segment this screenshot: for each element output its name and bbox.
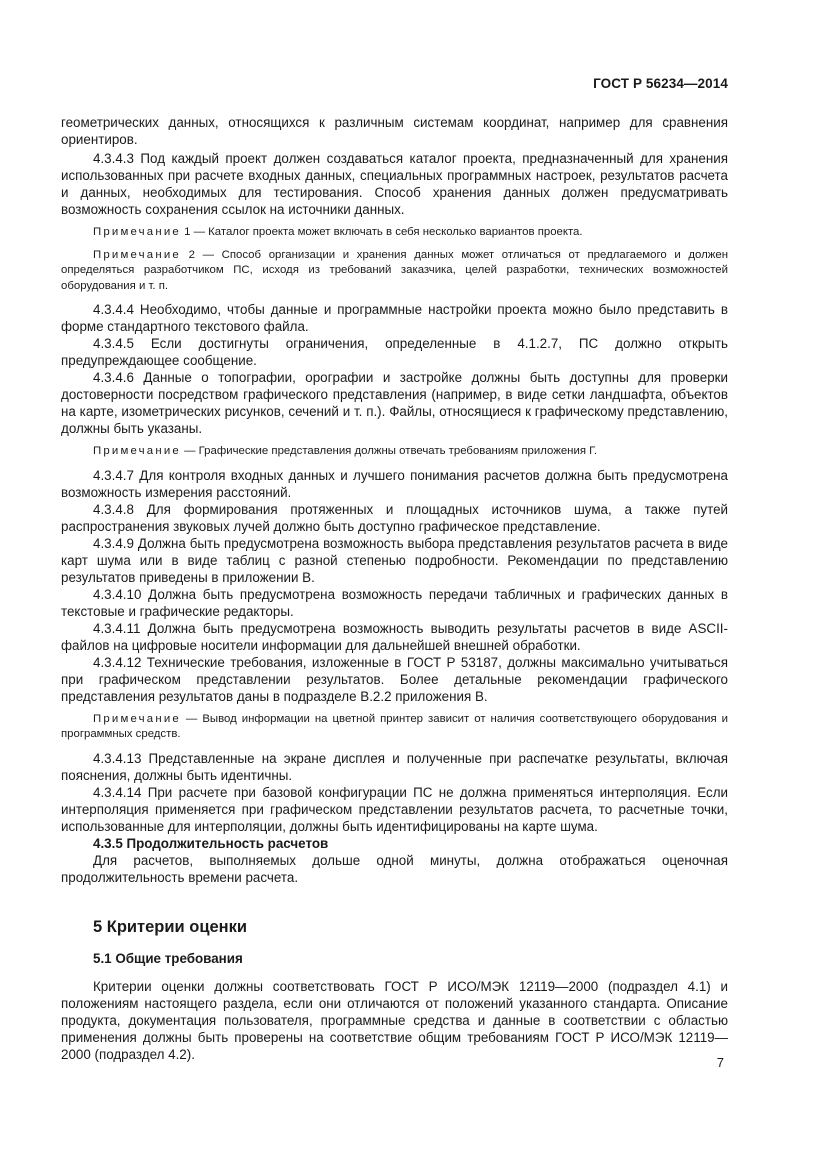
document-body (61, 114, 728, 1063)
paragraph-4-3-4-11: 4.3.4.11 Должна быть предусмотрена возможность выводить результаты расчетов в виде ASCII-файлов на цифровые носители информации для дальнейшей внешней обработки. (61, 620, 728, 653)
document-id: ГОСТ Р 56234—2014 (593, 76, 728, 91)
paragraph-4-3-4-5: 4.3.4.5 Если достигнуты ограничения, определенные в 4.1.2.7, ПС должно открыть предупреждающее сообщение. (61, 336, 728, 368)
paragraph-4-3-4-3: 4.3.4.3 Под каждый проект должен создаваться каталог проекта, предназначенный для хранения использованных при расчете входных данных, специальных программных настроек, результатов расчета и данных, необходимых для тестирования. Способ хранения данных должен предусматривать возможность сохранения ссылок на источники данных. (61, 151, 728, 217)
paragraph-4-3-4-10: 4.3.4.10 Должна быть предусмотрена возможность передачи табличных и графических данных в текстовые и графические редакторы. (61, 586, 728, 619)
note-1 (61, 225, 728, 241)
page-number: 7 (716, 1055, 724, 1070)
paragraph-4-3-4-9: 4.3.4.9 Должна быть предусмотрена возможность выбора представления результатов расчета в виде карт шума или в виде таблиц с разной степенью подробности. Рекомендации по представлению результатов приведены в приложении В. (61, 535, 728, 585)
note-text: — Графические представления должны отвечать требованиям приложения Г. (180, 445, 598, 457)
heading-4-3-5: 4.3.5 Продолжительность расчетов (93, 835, 329, 851)
note-text: 2 — Способ организации и хранения данных может отличаться от предлагаемого и должен определяться разработчиком ПС, исходя из требований заказчика, целей разработки, технических возможностей оборудования и т. п. (61, 248, 728, 292)
paragraph-4-3-4-6: 4.3.4.6 Данные о топографии, орографии и застройке должны быть доступны для проверки достоверности посредством графического представления (например, в виде сетки ландшафта, объектов на карте, изометрических рисунков, сечений и т. п.). Файлы, относящиеся к графическому представлению, должны быть указаны. (61, 370, 728, 436)
paragraph-4-3-4-12: 4.3.4.12 Технические требования, изложенные в ГОСТ Р 53187, должны максимально учитываться при графическом представлении результатов. Более детальные рекомендации графического представления результатов даны в подразделе В.2.2 приложения В. (61, 654, 728, 704)
paragraph-5-1: Критерии оценки должны соответствовать ГОСТ Р ИСО/МЭК 12119—2000 (подраздел 4.1) и положениям настоящего раздела, если они отличаются от положений указанного стандарта. Описание продукта, документация пользователя, программные средства и данные в соответствии с областью применения должны быть проверены на соответствие общим требованиям ГОСТ Р ИСО/МЭК 12119—2000 (подраздел 4.2). (61, 978, 728, 1062)
paragraph-4-3-4-8: 4.3.4.8 Для формирования протяженных и площадных источников шума, а также путей распространения звуковых лучей должно быть доступно графическое представление. (61, 501, 728, 534)
note-label: Примечание (93, 445, 181, 457)
section-5-1-heading: 5.1 Общие требования (93, 950, 243, 966)
note-text: — Вывод информации на цветной принтер зависит от наличия соответствующего оборудования и программных средств. (61, 712, 728, 740)
note-2 (61, 248, 728, 295)
note-3 (61, 444, 728, 460)
paragraph-4-3-4-7: 4.3.4.7 Для контроля входных данных и лучшего понимания расчетов должна быть предусмотрена возможность измерения расстояний. (61, 467, 728, 500)
note-text: 1 — Каталог проекта может включать в себя несколько вариантов проекта. (180, 226, 583, 238)
note-label: Примечание (93, 226, 181, 238)
paragraph-4-3-5: Для расчетов, выполняемых дольше одной минуты, должна отображаться оценочная продолжительность времени расчета. (61, 852, 728, 885)
paragraph-4-3-4-4: 4.3.4.4 Необходимо, чтобы данные и программные настройки проекта можно было представить в форме стандартного текстового файла. (61, 302, 728, 334)
note-4 (61, 712, 728, 743)
paragraph-continuation: геометрических данных, относящихся к различным системам координат, например для сравнения ориентиров. (61, 115, 728, 147)
note-label: Примечание (93, 248, 181, 261)
paragraph-4-3-4-14: 4.3.4.14 При расчете при базовой конфигурации ПС не должна применяться интерполяция. Если интерполяция применяется при графическом представлении результатов расчета, то расчетные точки, использованные для интерполяции, должны быть идентифицированы на карте шума. (61, 784, 728, 834)
note-label: Примечание (93, 712, 181, 725)
section-5-heading: 5 Критерии оценки (93, 917, 248, 936)
paragraph-4-3-4-13: 4.3.4.13 Представленные на экране дисплея и полученные при распечатке результаты, включая пояснения, должны быть идентичны. (61, 750, 728, 783)
